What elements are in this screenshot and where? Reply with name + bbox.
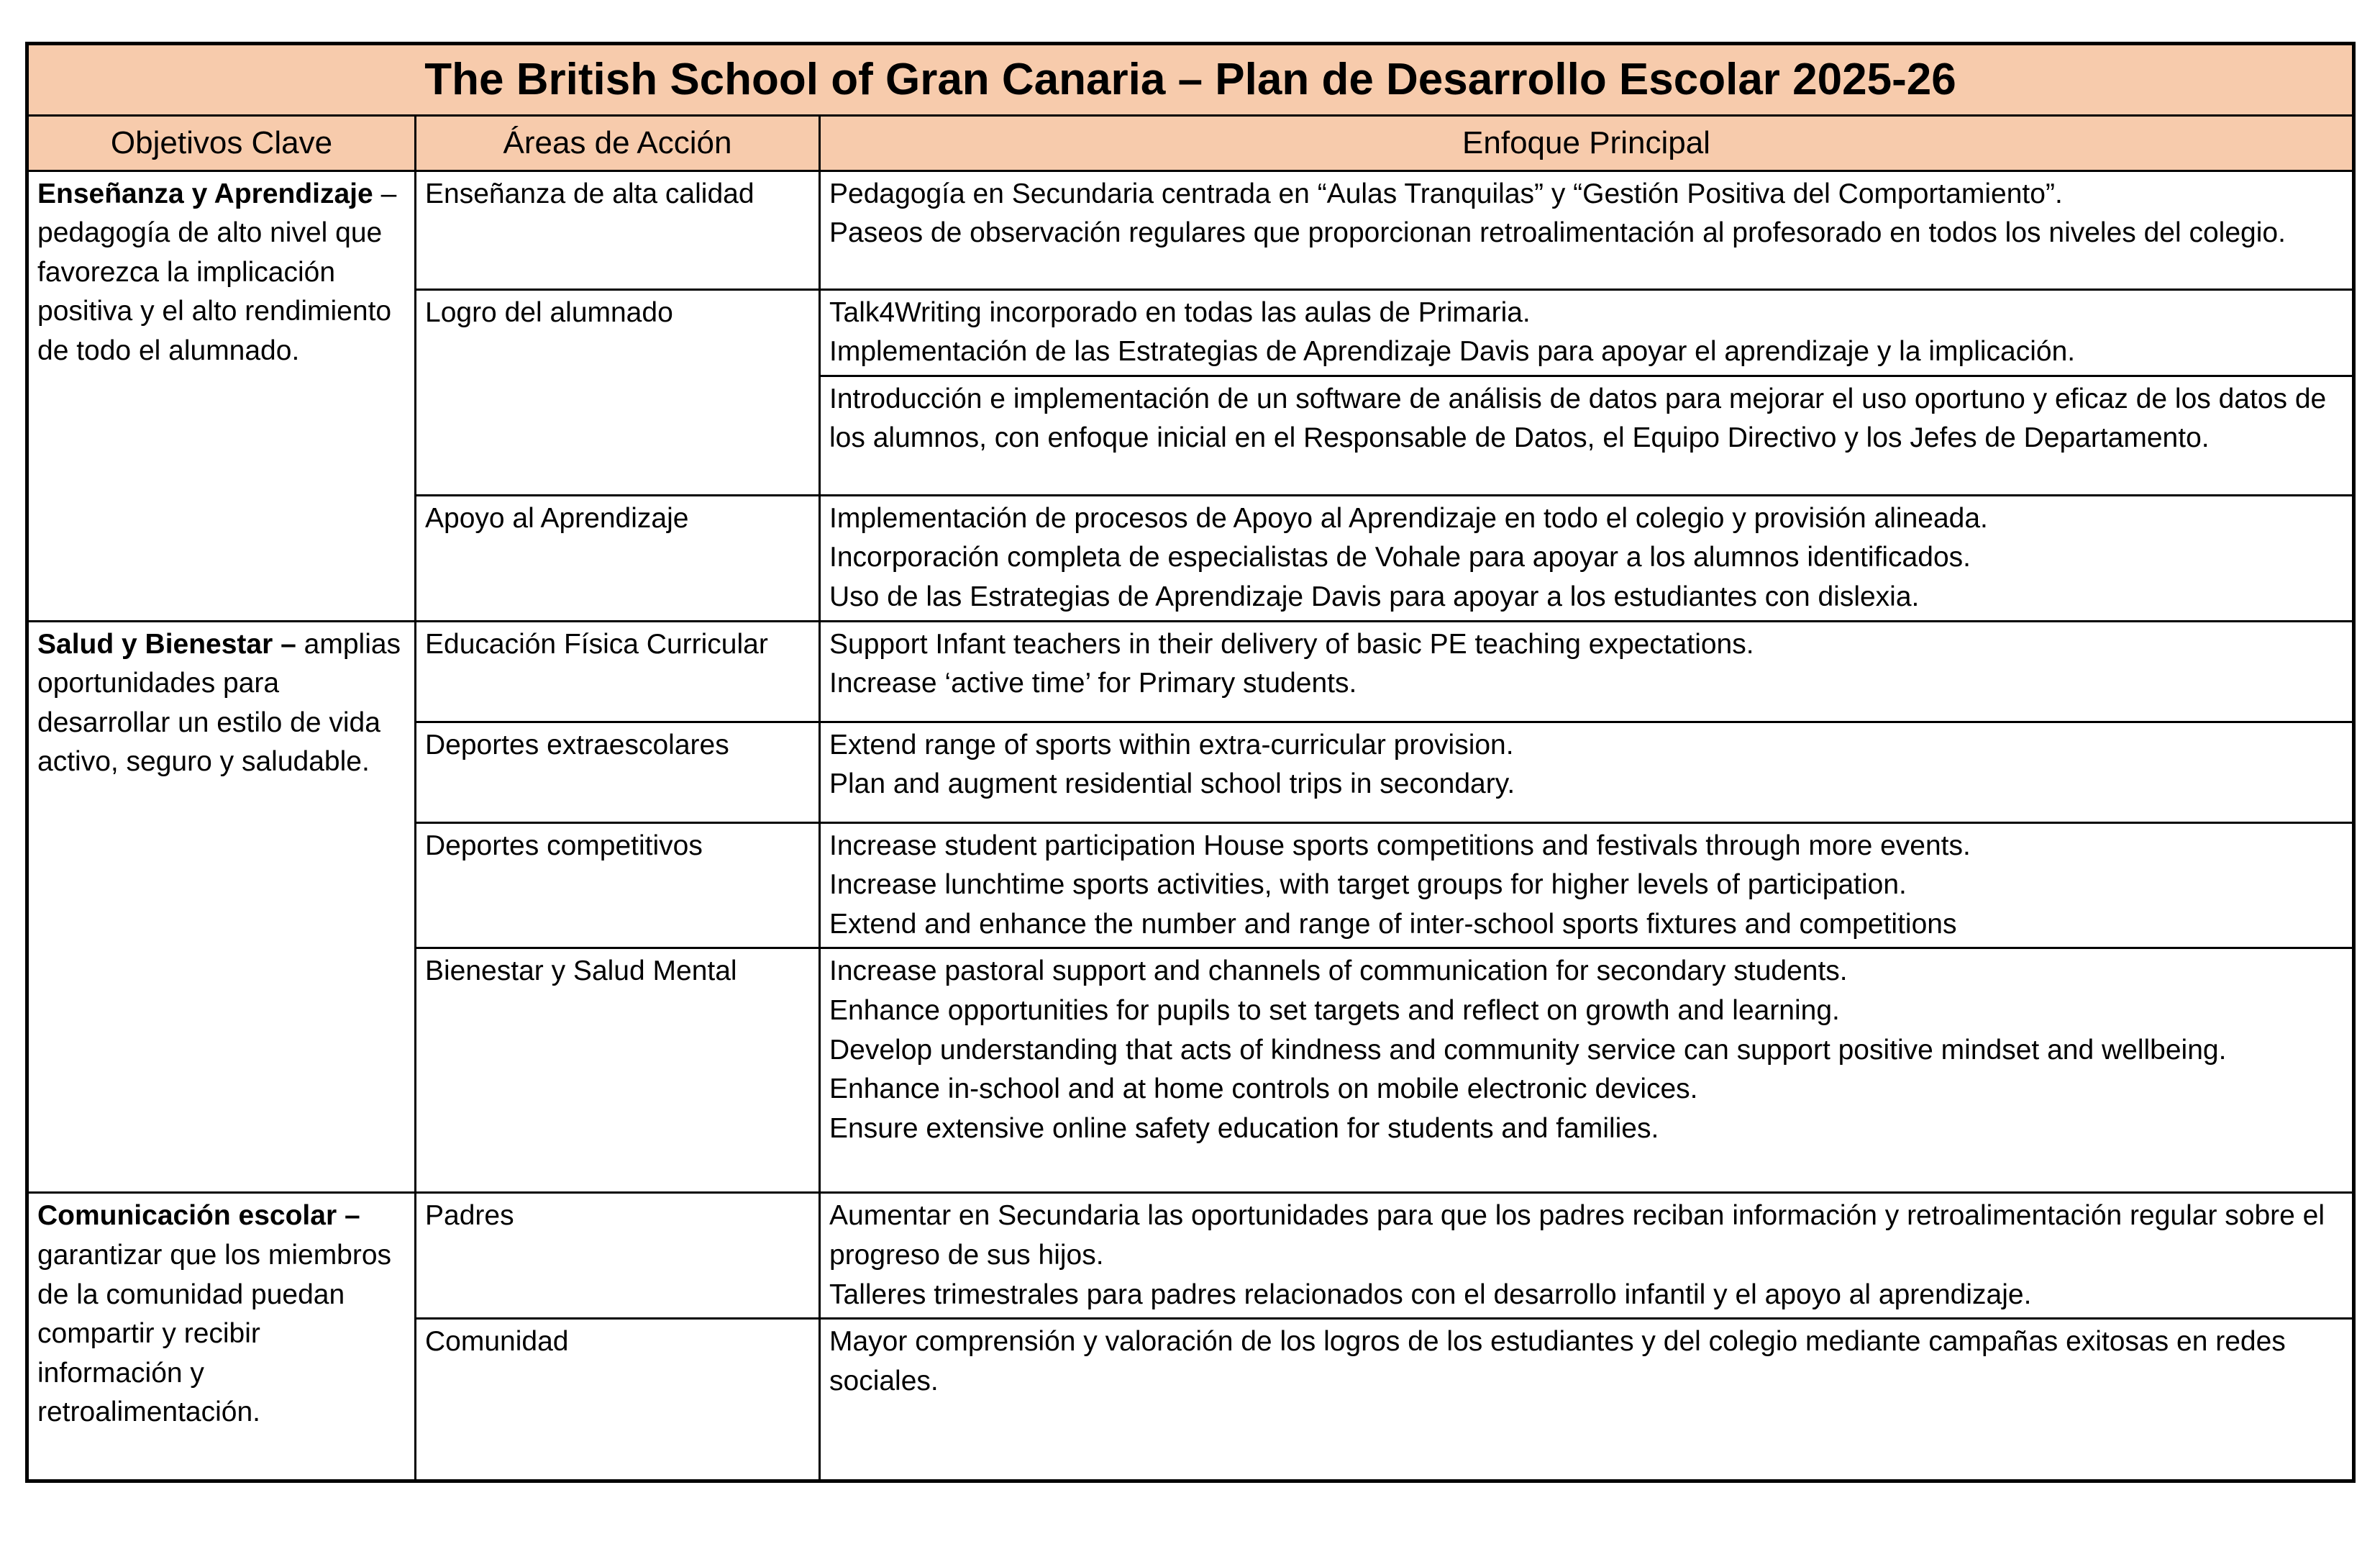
focus-cell-apoyo-al-aprendizaje <box>820 495 2354 621</box>
column-header-row <box>27 116 2354 171</box>
focus-item: Implementación de las Estrategias de Aprendizaje Davis para apoyar el aprendizaje y la implicación. <box>829 336 2076 368</box>
focus-cell-comunidad <box>820 1319 2354 1481</box>
focus-cell-logro-del-alumnado-1 <box>820 289 2354 376</box>
focus-item: Extend and enhance the number and range of inter-school sports fixtures and competitions <box>829 908 1957 940</box>
area-cell-logro-del-alumnado: Logro del alumnado <box>416 289 820 495</box>
area-cell-padres: Padres <box>416 1193 820 1319</box>
focus-item: Increase pastoral support and channels of communication for secondary students. <box>829 955 1848 987</box>
objective-title: Salud y Bienestar – <box>37 628 296 660</box>
area-cell-educacion-fisica-curricular: Educación Física Curricular <box>416 621 820 722</box>
focus-item: Introducción e implementación de un software de análisis de datos para mejorar el uso oportuno y eficaz de los datos de los alumnos, con enfoque inicial en el Responsable de Datos, el Equipo Directivo y los Jefes de Departamento. <box>829 383 2327 454</box>
title-row <box>27 44 2354 116</box>
focus-cell-deportes-competitivos <box>820 822 2354 948</box>
focus-item: Uso de las Estrategias de Aprendizaje Davis para apoyar a los estudiantes con dislexia. <box>829 581 1920 612</box>
focus-item: Talk4Writing incorporado en todas las aulas de Primaria. <box>829 296 1531 328</box>
document-title: The British School of Gran Canaria – Plan de Desarrollo Escolar 2025-26 <box>27 44 2354 116</box>
focus-item: Pedagogía en Secundaria centrada en “Aulas Tranquilas” y “Gestión Positiva del Comportamiento”. <box>829 178 2063 209</box>
table-row <box>27 621 2354 722</box>
focus-cell-logro-del-alumnado-2 <box>820 376 2354 495</box>
development-plan-table <box>25 42 2356 1483</box>
focus-item: Increase lunchtime sports activities, with target groups for higher levels of participation. <box>829 869 1907 901</box>
focus-cell-ensenanza-de-alta-calidad <box>820 171 2354 289</box>
focus-item: Talleres trimestrales para padres relacionados con el desarrollo infantil y el apoyo al aprendizaje. <box>829 1279 2032 1310</box>
focus-item: Aumentar en Secundaria las oportunidades para que los padres reciban información y retroalimentación regular sobre el progreso de sus hijos. <box>829 1200 2325 1271</box>
focus-item: Enhance opportunities for pupils to set targets and reflect on growth and learning. <box>829 994 1840 1026</box>
focus-item: Mayor comprensión y valoración de los logros de los estudiantes y del colegio mediante campañas exitosas en redes sociales. <box>829 1326 2286 1397</box>
focus-item: Enhance in-school and at home controls on mobile electronic devices. <box>829 1073 1698 1105</box>
objective-description: garantizar que los miembros de la comunidad puedan compartir y recibir información y retroalimentación. <box>37 1239 392 1428</box>
area-cell-apoyo-al-aprendizaje: Apoyo al Aprendizaje <box>416 495 820 621</box>
objective-title: Enseñanza y Aprendizaje <box>37 178 373 209</box>
focus-item: Increase student participation House sports competitions and festivals through more events. <box>829 830 1971 861</box>
area-cell-ensenanza-de-alta-calidad: Enseñanza de alta calidad <box>416 171 820 289</box>
column-header-objetivos-clave: Objetivos Clave <box>27 116 416 171</box>
table-row <box>27 1193 2354 1319</box>
focus-cell-padres <box>820 1193 2354 1319</box>
objective-description: amplias oportunidades para desarrollar un estilo de vida activo, seguro y saludable. <box>37 628 401 778</box>
document-page <box>0 42 2380 1544</box>
focus-cell-deportes-extraescolares <box>820 722 2354 822</box>
focus-cell-educacion-fisica-curricular <box>820 621 2354 722</box>
area-cell-comunidad: Comunidad <box>416 1319 820 1481</box>
objective-description: – pedagogía de alto nivel que favorezca la implicación positiva y el alto rendimiento de todo el alumnado. <box>37 178 397 366</box>
focus-item: Ensure extensive online safety education for students and families. <box>829 1112 1659 1144</box>
column-header-enfoque-principal: Enfoque Principal <box>820 116 2354 171</box>
focus-cell-bienestar-y-salud-mental <box>820 948 2354 1193</box>
objective-title: Comunicación escolar – <box>37 1200 360 1232</box>
focus-item: Support Infant teachers in their delivery of basic PE teaching expectations. <box>829 628 1754 660</box>
objective-cell-ensenanza-y-aprendizaje <box>27 171 416 621</box>
focus-item: Plan and augment residential school trips in secondary. <box>829 768 1515 800</box>
column-header-areas-de-accion: Áreas de Acción <box>416 116 820 171</box>
area-cell-deportes-competitivos: Deportes competitivos <box>416 822 820 948</box>
area-cell-bienestar-y-salud-mental: Bienestar y Salud Mental <box>416 948 820 1193</box>
table-row <box>27 171 2354 289</box>
focus-item: Implementación de procesos de Apoyo al Aprendizaje en todo el colegio y provisión alineada. <box>829 502 1988 534</box>
area-cell-deportes-extraescolares: Deportes extraescolares <box>416 722 820 822</box>
focus-item: Develop understanding that acts of kindness and community service can support positive mindset and wellbeing. <box>829 1034 2227 1066</box>
objective-cell-salud-y-bienestar <box>27 621 416 1193</box>
focus-item: Extend range of sports within extra-curricular provision. <box>829 729 1514 760</box>
objective-cell-comunicacion-escolar <box>27 1193 416 1481</box>
focus-item: Increase ‘active time’ for Primary students. <box>829 668 1357 699</box>
focus-item: Paseos de observación regulares que proporcionan retroalimentación al profesorado en todos los niveles del colegio. <box>829 217 2286 249</box>
focus-item: Incorporación completa de especialistas de Vohale para apoyar a los alumnos identificados. <box>829 542 1971 573</box>
